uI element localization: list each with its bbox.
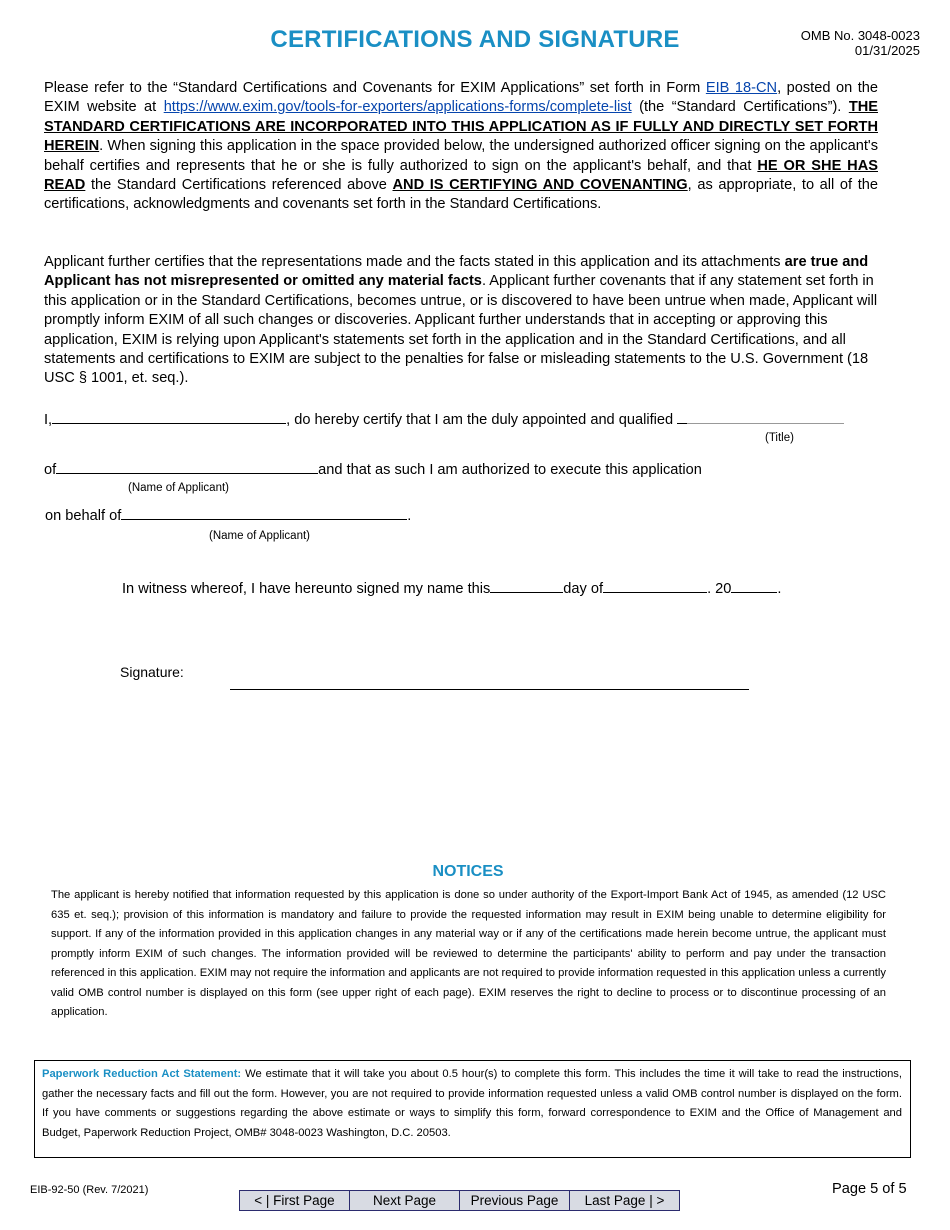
cert-text: the Standard Certifications referenced above — [85, 177, 393, 194]
page-title: CERTIFICATIONS AND SIGNATURE — [270, 26, 680, 53]
witness-text: In witness whereof, I have hereunto signed my name this — [122, 581, 491, 597]
certify-text: , do hereby certify that I am the duly appointed and qualified — [286, 412, 674, 428]
certification-paragraph — [44, 79, 878, 215]
last-page-button[interactable]: Last Page | > — [569, 1190, 680, 1211]
omb-info — [801, 28, 920, 58]
previous-page-button[interactable]: Previous Page — [459, 1190, 570, 1211]
cert-bold-text: HE OR SHE HAS READ — [44, 157, 878, 194]
cert-bold-text: THE — [848, 99, 878, 116]
omb-expiration-date: 01/31/2025 — [854, 43, 920, 58]
certify-row — [44, 411, 844, 429]
signature-field[interactable] — [230, 689, 749, 690]
behalf-applicant-field[interactable] — [121, 519, 407, 520]
first-page-button[interactable]: < | First Page — [239, 1190, 350, 1211]
omb-number: OMB No. 3048-0023 — [800, 28, 920, 43]
applicant-row — [44, 461, 702, 479]
year-prefix-text: . 20 — [707, 581, 732, 597]
behalf-prefix: on behalf of — [45, 508, 122, 524]
page-navigation — [239, 1190, 679, 1211]
paperwork-text: We estimate that it will take you about 0.5 hour(s) to complete this form. This includes the time it will take to read the instructions, gather the necessary facts and fill out the form. However, you are not required to provide information requested unless a valid OMB control number is displayed on the form. If you have comments or suggestions regarding the above estimate or ways to simplify this form, forward correspondence to EXIM and the Office of Management and Budget, Paperwork Reduction Project, OMB# 3048-0023 Washington, D.C. 20503. — [42, 1068, 902, 1139]
exim-forms-url-link[interactable]: https://www.exim.gov/tools-for-exporters/applications-forms/complete-list — [163, 99, 632, 116]
certify-prefix: I, — [44, 412, 53, 428]
notices-heading: NOTICES — [432, 863, 504, 880]
cert-text: , as appropriate, to all of the certifications, acknowledgments and covenants set forth in the Standard Certifications. — [44, 177, 878, 213]
title-field-start — [677, 423, 687, 424]
paperwork-label: Paperwork Reduction Act Statement: — [42, 1068, 242, 1080]
page-indicator: Page 5 of 5 — [832, 1181, 907, 1197]
representation-paragraph — [44, 253, 878, 389]
cert-bold-text: HEREIN — [44, 138, 100, 155]
applicant-name-caption: (Name of Applicant) — [128, 482, 229, 494]
month-field[interactable] — [603, 592, 707, 593]
cert-bold-text: STANDARD CERTIFICATIONS ARE INCORPORATED INTO THIS APPLICATION AS IF FULLY AND DIRECTLY SET FORTH — [44, 118, 878, 135]
title-caption: (Title) — [765, 432, 794, 444]
cert-text: (the “Standard Certifications”). — [631, 99, 849, 116]
applicant-name-field[interactable] — [56, 473, 318, 474]
cert-bold-text: AND IS CERTIFYING AND COVENANTING — [392, 177, 688, 194]
cert-text: . When signing this application in the space provided below, the undersigned authorized officer signing on the applicant's behalf certifies and represents that he or she is fully authorized to sign on the applicant's behalf, and that — [44, 138, 878, 174]
of-prefix: of — [44, 462, 57, 478]
behalf-applicant-caption: (Name of Applicant) — [209, 530, 310, 542]
signature-label: Signature: — [120, 664, 184, 680]
witness-period: . — [777, 581, 782, 597]
authorized-text: and that as such I am authorized to execute this application — [318, 462, 702, 478]
form-eib-18-cn-link[interactable]: EIB 18-CN — [705, 80, 778, 96]
cert-text: , posted on the EXIM website at — [44, 80, 879, 116]
day-field[interactable] — [490, 592, 563, 593]
witness-row — [122, 580, 781, 598]
form-number: EIB-92-50 (Rev. 7/2021) — [30, 1184, 149, 1196]
cert-text: Please refer to the “Standard Certifications and Covenants for EXIM Applications” set forth in Form — [44, 80, 706, 96]
title-field[interactable] — [687, 423, 844, 424]
rep-text: Applicant further certifies that the representations made and the facts stated in this application and its attachments — [44, 254, 785, 270]
behalf-period: . — [407, 508, 412, 524]
next-page-button[interactable]: Next Page — [349, 1190, 460, 1211]
paperwork-reduction-box — [34, 1060, 911, 1158]
officer-name-field[interactable] — [52, 423, 286, 424]
behalf-row — [45, 507, 411, 525]
notices-text: The applicant is hereby notified that information requested by this application is done so under authority of the Export-Import Bank Act of 1945, as amended (12 USC 635 et. seq.); provision of this information is mandatory and failure to provide the requested information may result in EXIM being unable to determine eligibility for support. If any of the information provided in this application changes in any material way or if any of the certifications made herein become untrue, the applicant must promptly inform EXIM of such changes. The information provided will be reviewed to determine the participants' ability to perform and pay under the transaction referenced in this application. EXIM may not require the information and applicants are not required to provide information requested in this application unless a currently valid OMB control number is displayed on this form (see upper right of each page). EXIM reserves the right to decline to process or to discontinue processing of an application. — [51, 889, 886, 1018]
day-of-text: day of — [563, 581, 604, 597]
rep-text: . Applicant further covenants that if any statement set forth in this application or in the Standard Certifications, becomes untrue, or is discovered to have been untrue when made, Applicant will promptly inform EXIM of all such changes or discoveries. Applicant further understands that in accepting or approving this application, EXIM is relying upon Applicant's statements set forth in the application and in the Standard Certifications, and all statements and certifications to EXIM are subject to the penalties for false or misleading statements to the U.S. Government (18 USC § 1001, et. seq.). — [44, 273, 878, 387]
year-field[interactable] — [731, 592, 777, 593]
rep-bold-text: are true and Applicant has not misrepresented or omitted any material facts — [44, 254, 869, 290]
